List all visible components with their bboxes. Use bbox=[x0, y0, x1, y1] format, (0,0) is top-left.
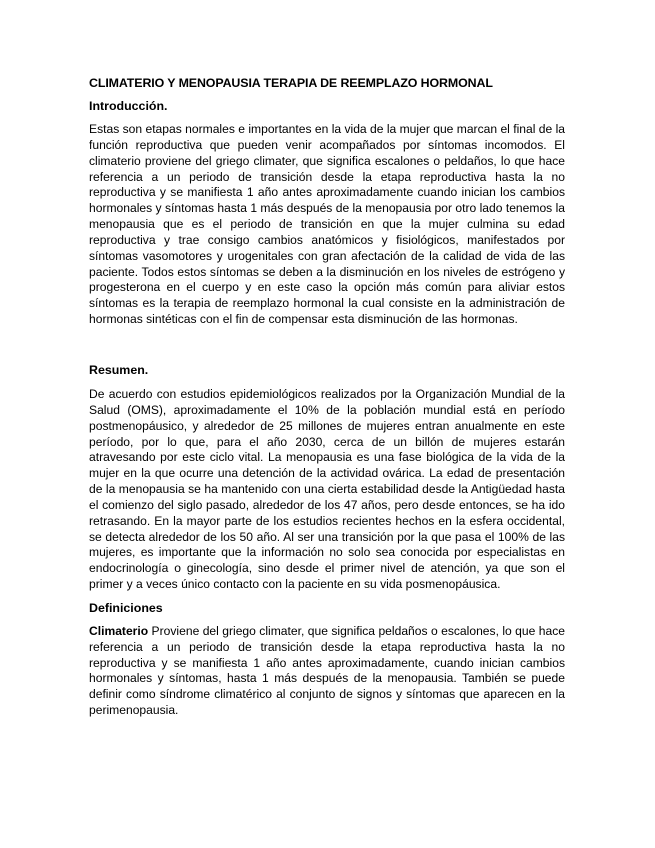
summary-heading: Resumen. bbox=[89, 362, 149, 377]
definitions-heading: Definiciones bbox=[89, 600, 163, 615]
document-title: CLIMATERIO Y MENOPAUSIA TERAPIA DE REEMPLAZO HORMONAL bbox=[89, 76, 493, 90]
climaterio-term: Climaterio bbox=[89, 623, 149, 638]
introduction-heading: Introducción. bbox=[89, 99, 168, 113]
climaterio-definition bbox=[89, 624, 565, 719]
document-page bbox=[89, 75, 565, 719]
introduction-paragraph: Estas son etapas normales e importantes en la vida de la mujer que marcan el final de la función reproductiva que pueden venir acompañados por síntomas incomodos. El climaterio proviene del griego climater, que significa escalones o peldaños, lo que hace referencia a un periodo de transición desde la etapa reproductiva hasta la no reproductiva y se manifiesta 1 año antes aproximadamente cuando inician los cambios hormonales y síntomas hasta 1 más después de la menopausia por otro lado tenemos la menopausia que es el periodo de transición en que la mujer culmina su edad reproductiva y trae consigo cambios anatómicos y fisiológicos, manifestados por síntomas vasomotores y urogenitales con gran afectación de la calidad de vida de las paciente. Todos estos síntomas se deben a la disminución en los niveles de estrógeno y progesterona en el cuerpo y en este caso la opción más común para aliviar estos síntomas es la terapia de reemplazo hormonal la cual consiste en la administración de hormonas sintéticas con el fin de compensar esta disminución de las hormonas. bbox=[89, 122, 565, 327]
summary-paragraph: De acuerdo con estudios epidemiológicos realizados por la Organización Mundial de la Salud (OMS), aproximadamente el 10% de la población mundial está en período postmenopáusico, y alrededor de 25 millones de mujeres entran anualmente en este período, por lo que, para el año 2030, cerca de un billón de mujeres estarán atravesando por este ciclo vital. La menopausia es una fase biológica de la vida de la mujer en la que ocurre una detención de la actividad ovárica. La edad de presentación de la menopausia se ha mantenido con una cierta estabilidad desde la Antigüedad hasta el comienzo del siglo pasado, alrededor de los 47 años, pero desde entonces, se ha ido retrasando. En la mayor parte de los estudios recientes hechos en la esfera occidental, se detecta alrededor de los 50 año. Al ser una transición por la que pasa el 100% de las mujeres, es importante que la información no solo sea conocida por especialistas en endocrinología o ginecología, sino desde el primer nivel de atención, ya que son el primer y a veces único contacto con la paciente en su vida posmenopáusica. bbox=[89, 386, 565, 592]
climaterio-definition-text: Proviene del griego climater, que significa peldaños o escalones, lo que hace referencia a un periodo de transición desde la etapa reproductiva hasta la no reproductiva y se manifiesta 1 año antes aproximadamente, cuando inician cambios hormonales y síntomas, hasta 1 más después de la menopausia. También se puede definir como síndrome climatérico al conjunto de signos y síntomas que aparecen en la perimenopausia. bbox=[89, 623, 565, 718]
